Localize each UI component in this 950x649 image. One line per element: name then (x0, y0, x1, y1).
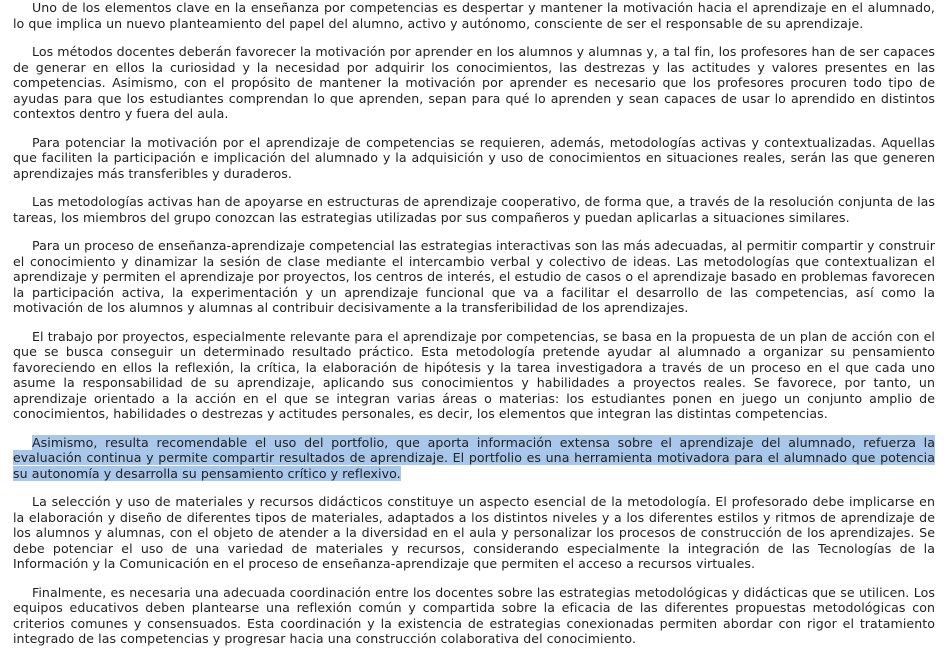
paragraph-3: Para potenciar la motivación por el aprendizaje de competencias se requieren, además, metodologías activas y contextualizadas. Aquellas que faciliten la participación e implicación del alumnado y la adquisición y uso de conocimientos en situaciones reales, serán las que generen aprendizajes más transferibles y duraderos. (13, 134, 935, 181)
paragraph-2: Los métodos docentes deberán favorecer la motivación por aprender en los alumnos y alumnas y, a tal fin, los profesores han de ser capaces de generar en ellos la curiosidad y la necesidad por adquirir los conocimientos, las destrezas y las actitudes y valores presentes en las competencias. Asimismo, con el propósito de mantener la motivación por aprender es necesario que los profesores procuren todo tipo de ayudas para que los estudiantes comprendan lo que aprenden, sepan para qué lo aprenden y sean capaces de usar lo aprendido en distintos contextos dentro y fuera del aula. (13, 44, 935, 121)
text-selection-highlight[interactable]: Asimismo, resulta recomendable el uso del portfolio, que aporta información extensa sobre el aprendizaje del alumnado, refuerza la evaluación continua y permite compartir resultados de aprendizaje. El portfolio es una herramienta motivadora para el alumnado que potencia su autonomía y desarrolla su pensamiento crítico y reflexivo. (13, 434, 935, 481)
paragraph-5: Para un proceso de enseñanza-aprendizaje competencial las estrategias interactivas son las más adecuadas, al permitir compartir y construir el conocimiento y dinamizar la sesión de clase mediante el intercambio verbal y colectivo de ideas. Las metodologías que contextualizan el aprendizaje y permiten el aprendizaje por proyectos, los centros de interés, el estudio de casos o el aprendizaje basado en problemas favorecen la participación activa, la experimentación y un aprendizaje funcional que va a facilitar el desarrollo de las competencias, así como la motivación de los alumnos y alumnas al contribuir decisivamente a la transferibilidad de los aprendizajes. (13, 238, 935, 315)
paragraph-4: Las metodologías activas han de apoyarse en estructuras de aprendizaje cooperativo, de forma que, a través de la resolución conjunta de las tareas, los miembros del grupo conozcan las estrategias utilizadas por sus compañeros y puedan aplicarlas a situaciones similares. (13, 194, 935, 225)
paragraph-8: La selección y uso de materiales y recursos didácticos constituye un aspecto esencial de la metodología. El profesorado debe implicarse en la elaboración y diseño de diferentes tipos de materiales, adaptados a los distintos niveles y a los diferentes estilos y ritmos de aprendizaje de los alumnos y alumnas, con el objeto de atender a la diversidad en el aula y personalizar los procesos de construcción de los aprendizajes. Se debe potenciar el uso de una variedad de materiales y recursos, considerando especialmente la integración de las Tecnologías de la Información y la Comunicación en el proceso de enseñanza-aprendizaje que permiten el acceso a recursos virtuales. (13, 494, 935, 571)
paragraph-9: Finalmente, es necesaria una adecuada coordinación entre los docentes sobre las estrategias metodológicas y didácticas que se utilicen. Los equipos educativos deben plantearse una reflexión común y compartida sobre la eficacia de las diferentes propuestas metodológicas con criterios comunes y consensuados. Esta coordinación y la existencia de estrategias conexionadas permiten abordar con rigor el tratamiento integrado de las competencias y progresar hacia una construcción colaborativa del conocimiento. (13, 584, 935, 646)
paragraph-7-selected[interactable] (13, 435, 935, 482)
paragraph-1: Uno de los elementos clave en la enseñanza por competencias es despertar y mantener la motivación hacia el aprendizaje en el alumnado, lo que implica un nuevo planteamiento del papel del alumno, activo y autónomo, consciente de ser el responsable de su aprendizaje. (13, 0, 935, 31)
paragraph-6: El trabajo por proyectos, especialmente relevante para el aprendizaje por competencias, se basa en la propuesta de un plan de acción con el que se busca conseguir un determinado resultado práctico. Esta metodología pretende ayudar al alumnado a organizar su pensamiento favoreciendo en ellos la reflexión, la crítica, la elaboración de hipótesis y la tarea investigadora a través de un proceso en el que cada uno asume la responsabilidad de su aprendizaje, aplicando sus conocimientos y habilidades a proyectos reales. Se favorece, por tanto, un aprendizaje orientado a la acción en el que se integran varias áreas o materias: los estudiantes ponen en juego un conjunto amplio de conocimientos, habilidades o destrezas y actitudes personales, es decir, los elementos que integran las distintas competencias. (13, 328, 935, 421)
